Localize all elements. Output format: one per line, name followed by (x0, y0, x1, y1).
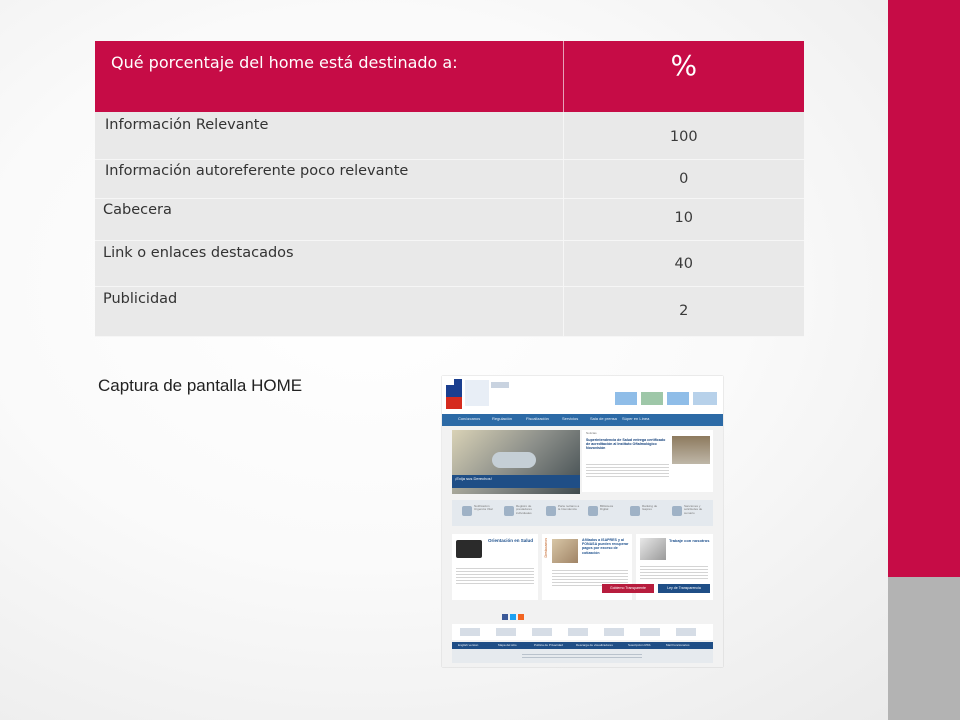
news-photo (672, 436, 710, 464)
promo-right-title: Trabaje con nosotros (669, 538, 710, 543)
footer-link[interactable]: Política de Privacidad (534, 643, 563, 647)
percentage-table (95, 41, 804, 337)
row-label: Publicidad (103, 290, 178, 307)
row-label: Información Relevante (105, 117, 269, 133)
news-label: Noticias (586, 431, 597, 435)
thumb-nav-item[interactable]: Fiscalización (526, 416, 549, 421)
rss-icon[interactable] (518, 614, 524, 620)
homepage-screenshot-thumbnail (442, 376, 723, 667)
row-value: 10 (674, 209, 693, 226)
thumb-header (442, 376, 723, 414)
footer-link[interactable]: Descarga de visualizadores (576, 643, 613, 647)
gov-logo (446, 379, 462, 409)
thumb-nav-item[interactable]: Sala de prensa (590, 416, 617, 421)
promo-left-title: Orientación en Salud (488, 538, 534, 543)
row-label: Cabecera (103, 201, 172, 218)
row-value: 2 (679, 302, 689, 319)
complaint-icon[interactable] (546, 506, 556, 516)
screenshot-caption: Captura de pantalla HOME (98, 376, 303, 395)
header-question: Qué porcentaje del home está destinado a: (95, 41, 563, 112)
ranking-icon[interactable] (630, 506, 640, 516)
row-value: 0 (679, 170, 689, 187)
footer-link[interactable]: English version (458, 643, 479, 647)
table-row (95, 112, 804, 159)
thumb-nav-item[interactable]: Súper en Línea (622, 416, 650, 421)
thumb-footer-address (452, 649, 713, 663)
registry-icon[interactable] (504, 506, 514, 516)
partner-logos (452, 624, 713, 640)
quick-link[interactable]: Registro de prestadores individuales (516, 504, 532, 515)
hero-caption: ¡Exija sus Derechos! (455, 476, 492, 481)
thumb-nav-bar (442, 414, 723, 426)
notification-icon[interactable] (462, 506, 472, 516)
promo-orientacion[interactable] (452, 534, 538, 600)
twitter-icon[interactable] (510, 614, 516, 620)
table-header-row (95, 41, 804, 112)
footer-link[interactable]: Suscripción RSS (628, 643, 651, 647)
table-row (95, 198, 804, 240)
row-value: 40 (674, 255, 693, 272)
promo-middle-label: Destacamos (544, 538, 548, 558)
news-box (582, 430, 713, 492)
transparency-button-right[interactable]: Ley de Transparencia (658, 584, 710, 593)
table-row (95, 159, 804, 198)
quick-link[interactable]: Biblioteca Digital (600, 504, 614, 512)
news-headline[interactable]: Superintendencia de Salud entrega certificado de acreditación al Instituto Oftalmológico Novovisión (586, 438, 666, 451)
transparency-button-left[interactable]: Gobierno Transparente (602, 584, 654, 593)
quick-link[interactable]: Ranking de Isapres (642, 504, 658, 512)
row-value: 100 (669, 129, 698, 145)
row-label: Link o enlaces destacados (103, 244, 294, 261)
header-unit: % (563, 41, 804, 112)
quick-link[interactable]: Parte reclamo a la Intendencia (558, 504, 580, 512)
library-icon[interactable] (588, 506, 598, 516)
footer-link[interactable]: Mapa del sitio (498, 643, 517, 647)
footer-link[interactable]: Mail Funcionarios (666, 643, 690, 647)
quick-link[interactable]: Notificación Urgencia Vital (474, 504, 493, 512)
thumb-nav-item[interactable]: Servicios (562, 416, 579, 421)
side-gray-bar (888, 577, 960, 720)
quick-link[interactable]: Sanciones y solicitudes de sumario (684, 504, 703, 515)
thumb-nav-item[interactable]: Regulación (492, 416, 513, 421)
row-label: Información autoreferente poco relevante (105, 162, 409, 179)
thumb-nav-item[interactable]: Conózcanos (458, 416, 481, 421)
table-row (95, 240, 804, 286)
table-row (95, 286, 804, 336)
promo-middle-title: Afiliados a ISAPRES y al FONASA pueden recuperar pagos por exceso de cotización (582, 538, 629, 555)
quick-links (452, 500, 713, 526)
side-accent-bar (888, 0, 960, 577)
thumb-footer-links (452, 642, 713, 649)
facebook-icon[interactable] (502, 614, 508, 620)
institution-logo (465, 380, 489, 406)
sanctions-icon[interactable] (672, 506, 682, 516)
